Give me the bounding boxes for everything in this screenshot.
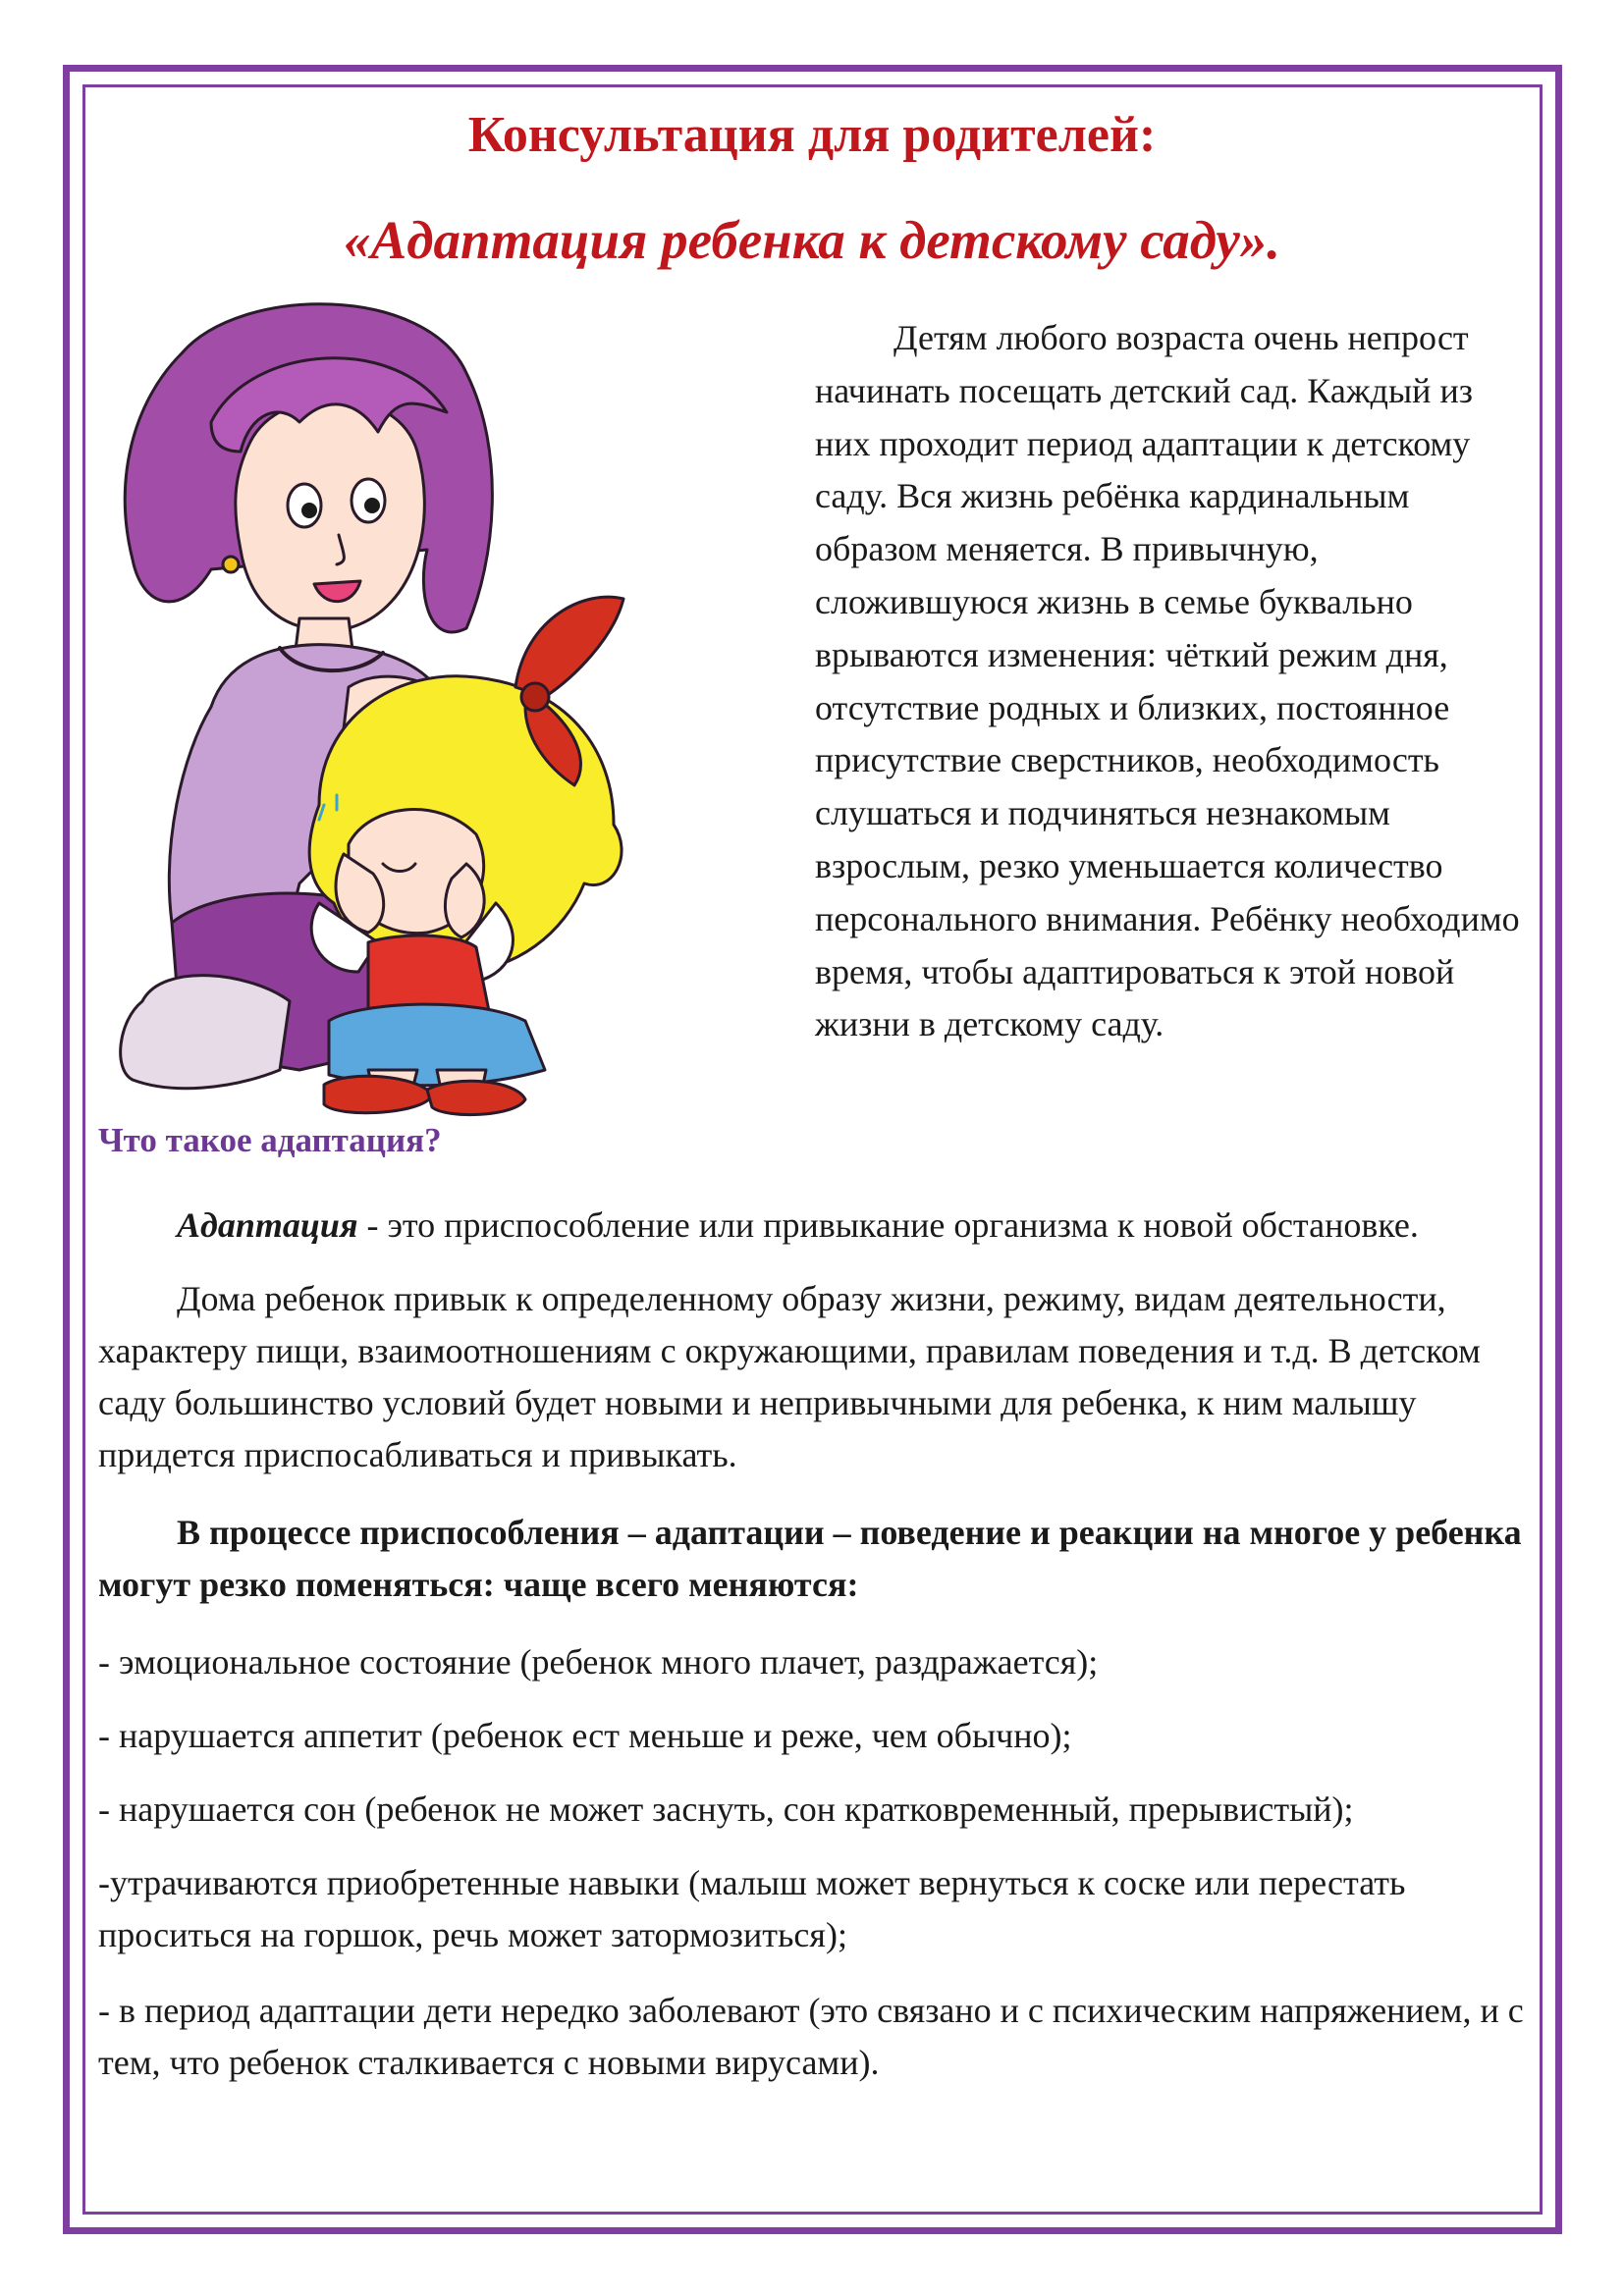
list-item: - в период адаптации дети нередко заболевают (это связано и с психическим напряжением, и с тем, что ребенок сталкивается с новыми вирусами).: [98, 1991, 1524, 2082]
intro-paragraph: Детям любого возраста очень непрост начинать посещать детский сад. Каждый из них проходит период адаптации к детскому саду. Вся жизнь ребёнка кардинальным образом меняется. В привычную, сложившуюся жизнь в семье буквально врываются изменения: чёткий режим дня, отсутствие родных и близких, постоянное присутствие сверстников, необходимость слушаться и подчиняться незнакомым взрослым, резко уменьшается количество персонального внимания. Ребёнку необходимо время, чтобы адаптироваться к этой новой жизни в детскому саду.: [815, 318, 1520, 1044]
mother-comforting-child-illustration: [103, 294, 790, 1119]
section-heading: Что такое адаптация?: [98, 1121, 442, 1159]
list-item: - нарушается сон (ребенок не может заснуть, сон кратковременный, прерывистый);: [98, 1789, 1354, 1829]
definition-text: - это приспособление или привыкание организма к новой обстановке.: [357, 1205, 1419, 1245]
list-item: - нарушается аппетит (ребенок ест меньше и реже, чем обычно);: [98, 1716, 1072, 1755]
page-subtitle: «Адаптация ребенка к детскому саду».: [344, 210, 1280, 270]
definition-term: Адаптация: [177, 1205, 358, 1245]
list-item: - эмоциональное состояние (ребенок много плачет, раздражается);: [98, 1642, 1099, 1682]
list-item: -утрачиваются приобретенные навыки (малыш может вернуться к соске или перестать проситься на горшок, речь может затормозиться);: [98, 1863, 1406, 1954]
page-title: Консультация для родителей:: [467, 107, 1157, 163]
home-paragraph: Дома ребенок привык к определенному образу жизни, режиму, видам деятельности, характеру пищи, взаимоотношениям с окружающими, правилам поведения и т.д. В детском саду большинство условий будет новыми и непривычными для ребенка, к ним малышу придется приспосабливаться и привыкать.: [98, 1279, 1481, 1474]
definition-paragraph: [98, 1200, 1532, 1252]
changes-intro-paragraph: В процессе приспособления – адаптации – поведение и реакции на многое у ребенка могут резко поменяться: чаще всего меняются:: [98, 1513, 1522, 1604]
